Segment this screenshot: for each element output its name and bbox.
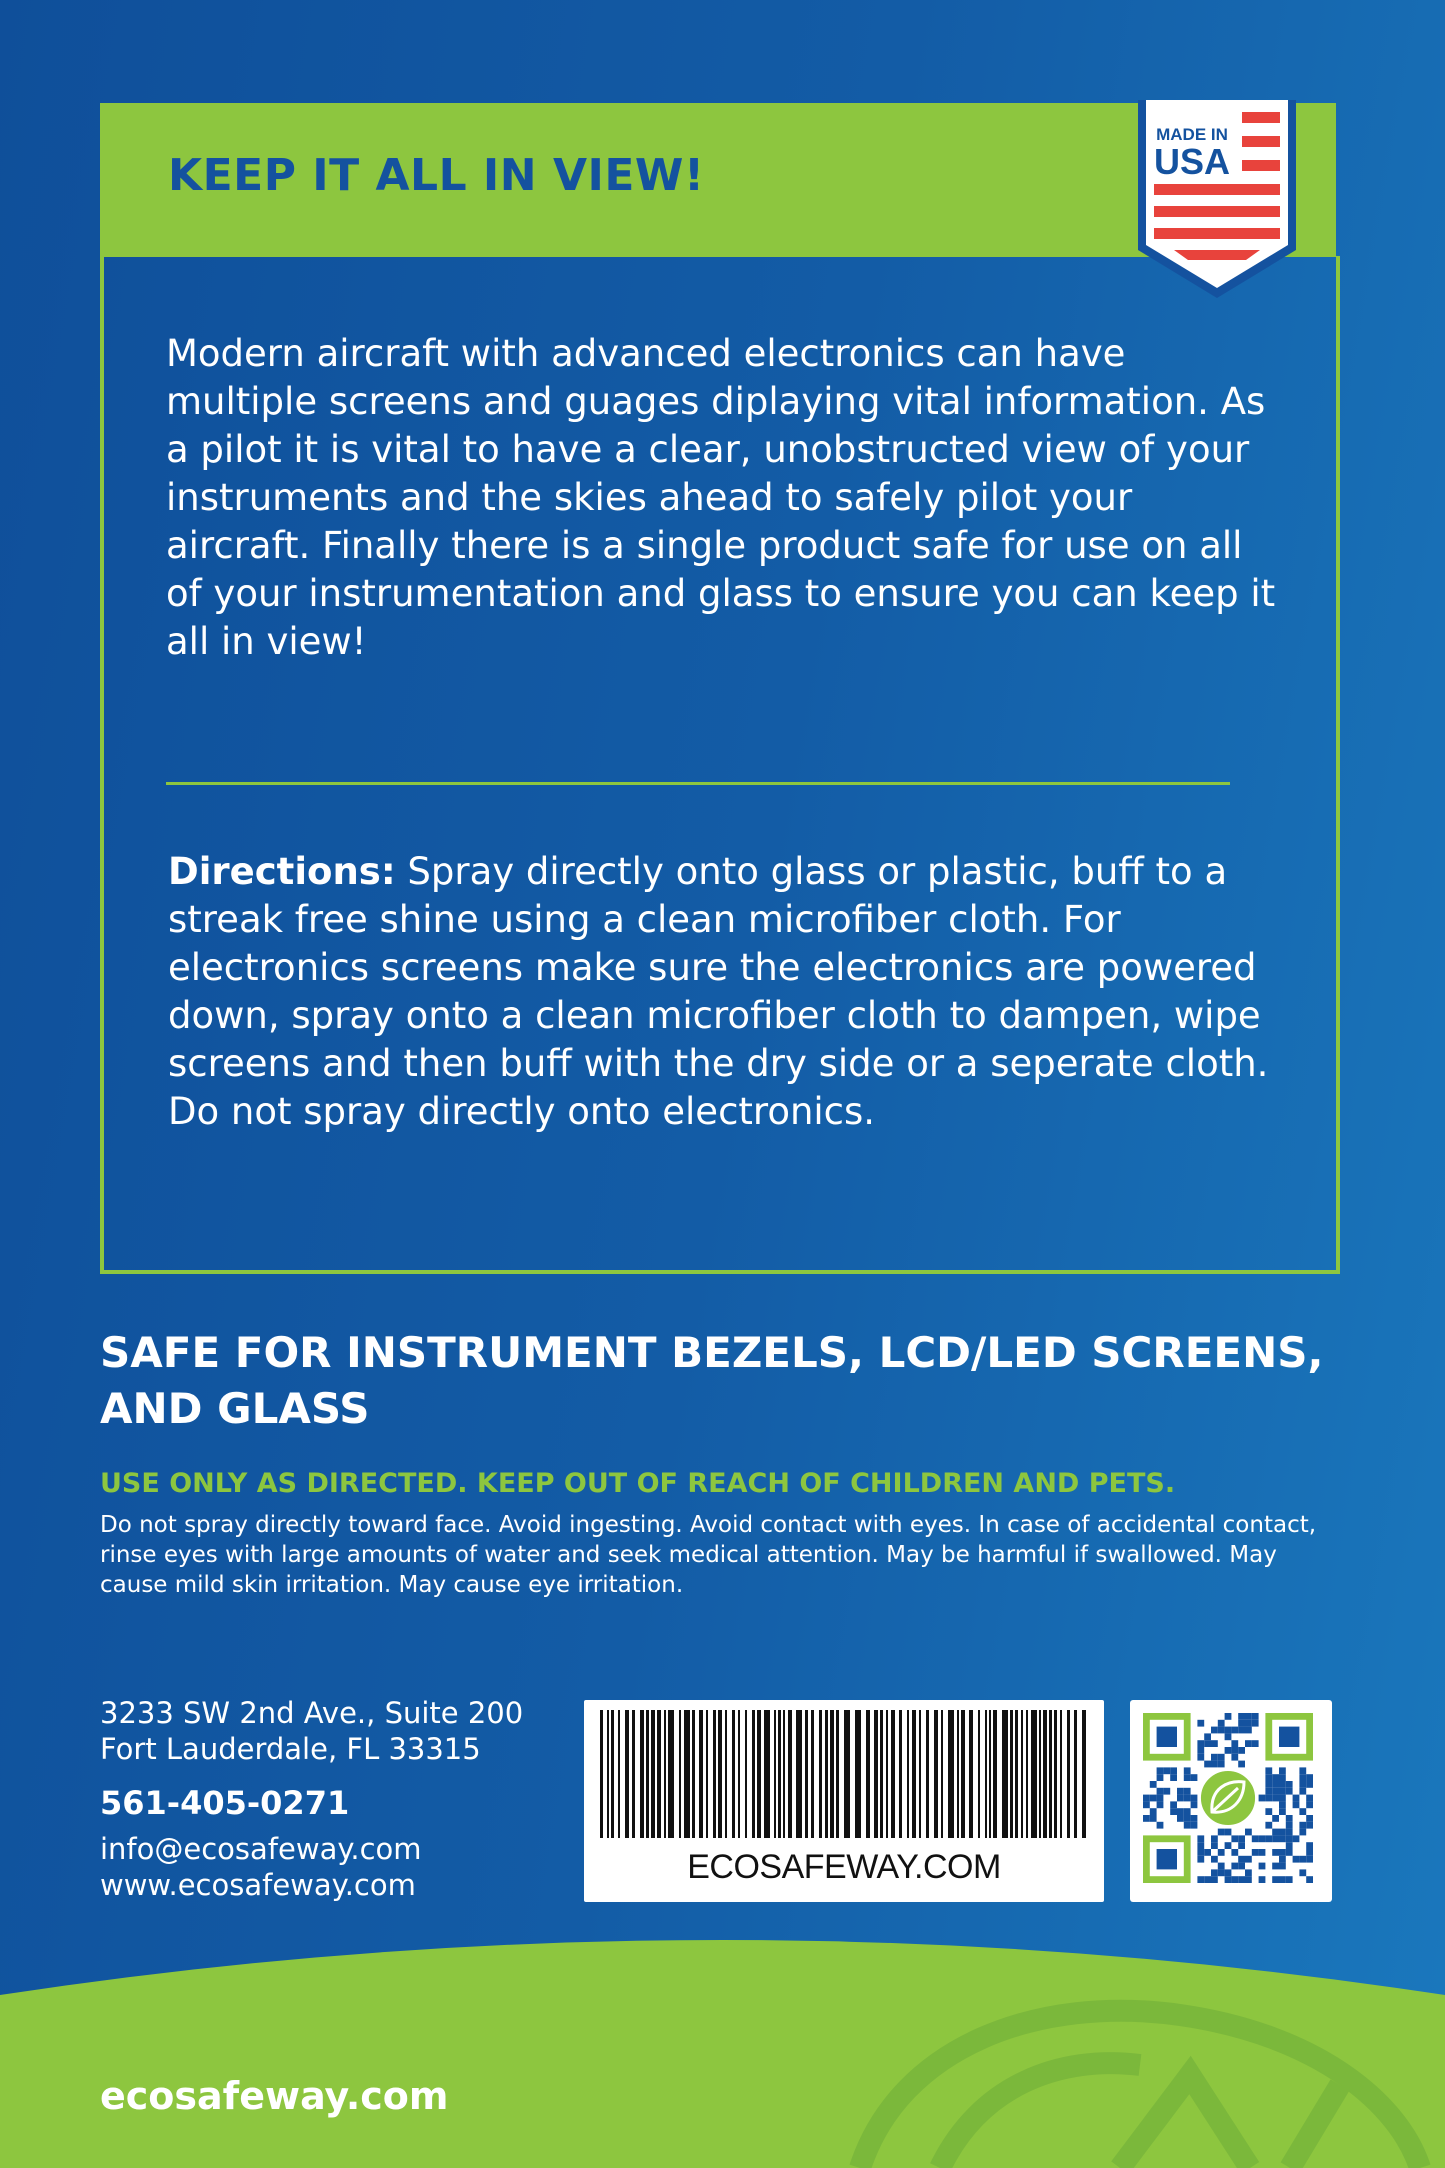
barcode-bar bbox=[899, 1710, 902, 1838]
qr-module bbox=[1204, 1733, 1211, 1740]
qr-module bbox=[1272, 1863, 1279, 1870]
qr-module bbox=[1231, 1747, 1238, 1754]
barcode-bar bbox=[1074, 1710, 1077, 1838]
qr-module bbox=[1157, 1801, 1164, 1808]
barcode-bar bbox=[985, 1710, 987, 1838]
qr-module bbox=[1204, 1740, 1211, 1747]
qr-module bbox=[1252, 1720, 1259, 1727]
qr-module bbox=[1211, 1869, 1218, 1876]
qr-module bbox=[1279, 1808, 1286, 1815]
qr-module bbox=[1150, 1795, 1157, 1802]
qr-module bbox=[1245, 1876, 1252, 1883]
qr-module bbox=[1286, 1835, 1293, 1842]
qr-module bbox=[1286, 1815, 1293, 1822]
qr-module bbox=[1272, 1849, 1279, 1856]
barcode-bar bbox=[713, 1710, 716, 1838]
qr-module bbox=[1211, 1754, 1218, 1761]
barcode-bar bbox=[805, 1710, 808, 1838]
qr-module bbox=[1157, 1767, 1164, 1774]
qr-module bbox=[1272, 1835, 1279, 1842]
qr-module bbox=[1293, 1801, 1300, 1808]
qr-module bbox=[1299, 1829, 1306, 1836]
qr-module bbox=[1238, 1835, 1245, 1842]
qr-module bbox=[1211, 1835, 1218, 1842]
badge-usa-label: USA bbox=[1153, 141, 1230, 182]
barcode-bar bbox=[796, 1710, 802, 1838]
qr-module bbox=[1265, 1774, 1272, 1781]
barcode-bar bbox=[618, 1710, 620, 1838]
website-address: www.ecosafeway.com bbox=[100, 1868, 416, 1902]
qr-module bbox=[1225, 1842, 1232, 1849]
qr-module bbox=[1143, 1815, 1150, 1822]
qr-module bbox=[1245, 1740, 1252, 1747]
qr-module bbox=[1306, 1842, 1313, 1849]
qr-module bbox=[1279, 1849, 1286, 1856]
qr-module bbox=[1306, 1781, 1313, 1788]
safe-for-heading: SAFE FOR INSTRUMENT BEZELS, LCD/LED SCREENS, AND GLASS bbox=[100, 1328, 1324, 1433]
qr-module bbox=[1306, 1849, 1313, 1856]
qr-module bbox=[1245, 1720, 1252, 1727]
qr-module bbox=[1170, 1808, 1177, 1815]
qr-module bbox=[1238, 1727, 1245, 1734]
qr-module bbox=[1170, 1774, 1177, 1781]
barcode-bar bbox=[819, 1710, 822, 1838]
barcode-bar bbox=[1082, 1710, 1086, 1838]
qr-module bbox=[1197, 1849, 1204, 1856]
qr-finder-center bbox=[1279, 1727, 1299, 1747]
barcode-bar bbox=[600, 1710, 603, 1838]
barcode-bar bbox=[926, 1710, 929, 1838]
email-address: info@ecosafeway.com bbox=[100, 1832, 422, 1866]
qr-module bbox=[1225, 1869, 1232, 1876]
qr-module bbox=[1211, 1740, 1218, 1747]
qr-module bbox=[1191, 1774, 1198, 1781]
warning-text: Do not spray directly toward face. Avoid ingesting. Avoid contact with eyes. In case of accidental contact, rinse eyes with large amounts of water and seek medical attention. May be harmful if swallowed. May cause mild skin irritation. May cause eye irritation. bbox=[100, 1512, 1317, 1598]
qr-module bbox=[1293, 1795, 1300, 1802]
qr-module bbox=[1197, 1720, 1204, 1727]
qr-module bbox=[1306, 1856, 1313, 1863]
qr-module bbox=[1238, 1761, 1245, 1768]
barcode-bar bbox=[1010, 1710, 1013, 1838]
barcode-bar bbox=[961, 1710, 965, 1838]
qr-module bbox=[1231, 1849, 1238, 1856]
qr-module bbox=[1225, 1713, 1232, 1720]
barcode-bar bbox=[855, 1710, 861, 1838]
barcode-bar bbox=[657, 1710, 661, 1838]
qr-module bbox=[1231, 1727, 1238, 1734]
qr-code-modules bbox=[1143, 1713, 1319, 1889]
barcode-bar bbox=[874, 1710, 878, 1838]
qr-module bbox=[1299, 1856, 1306, 1863]
barcode-bar bbox=[1015, 1710, 1018, 1838]
qr-module bbox=[1184, 1815, 1191, 1822]
barcode-bar bbox=[844, 1710, 850, 1838]
barcode-bar bbox=[957, 1710, 959, 1838]
qr-code bbox=[1130, 1700, 1332, 1902]
barcode-bar bbox=[907, 1710, 909, 1838]
barcode-bar bbox=[607, 1710, 609, 1838]
qr-module bbox=[1143, 1801, 1150, 1808]
barcode bbox=[584, 1700, 1104, 1902]
qr-module bbox=[1286, 1876, 1293, 1883]
qr-module bbox=[1177, 1788, 1184, 1795]
barcode-bar bbox=[745, 1710, 747, 1838]
barcode-bar bbox=[706, 1710, 708, 1838]
qr-finder-center bbox=[1157, 1727, 1177, 1747]
qr-module bbox=[1272, 1829, 1279, 1836]
qr-module bbox=[1163, 1788, 1170, 1795]
qr-module bbox=[1231, 1754, 1238, 1761]
qr-module bbox=[1204, 1849, 1211, 1856]
qr-module bbox=[1218, 1869, 1225, 1876]
barcode-bar bbox=[1043, 1710, 1047, 1838]
barcode-bar bbox=[886, 1710, 888, 1838]
qr-module bbox=[1225, 1733, 1232, 1740]
qr-module bbox=[1211, 1856, 1218, 1863]
qr-module bbox=[1245, 1713, 1252, 1720]
qr-module bbox=[1245, 1727, 1252, 1734]
barcode-bar bbox=[757, 1710, 761, 1838]
qr-module bbox=[1293, 1856, 1300, 1863]
qr-module bbox=[1265, 1795, 1272, 1802]
qr-module bbox=[1170, 1767, 1177, 1774]
qr-module bbox=[1177, 1808, 1184, 1815]
qr-module bbox=[1293, 1835, 1300, 1842]
barcode-bar bbox=[664, 1710, 666, 1838]
qr-module bbox=[1184, 1774, 1191, 1781]
qr-module bbox=[1177, 1815, 1184, 1822]
qr-module bbox=[1197, 1747, 1204, 1754]
qr-module bbox=[1238, 1713, 1245, 1720]
qr-module bbox=[1197, 1842, 1204, 1849]
qr-module bbox=[1299, 1822, 1306, 1829]
qr-module bbox=[1306, 1815, 1313, 1822]
qr-module bbox=[1184, 1795, 1191, 1802]
qr-module bbox=[1252, 1740, 1259, 1747]
barcode-label: ECOSAFEWAY.COM bbox=[687, 1848, 1001, 1886]
qr-module bbox=[1306, 1774, 1313, 1781]
qr-module bbox=[1231, 1835, 1238, 1842]
qr-module bbox=[1157, 1774, 1164, 1781]
qr-module bbox=[1191, 1795, 1198, 1802]
qr-module bbox=[1265, 1788, 1272, 1795]
qr-module bbox=[1184, 1767, 1191, 1774]
warning-title: USE ONLY AS DIRECTED. KEEP OUT OF REACH OF CHILDREN AND PETS. bbox=[100, 1468, 1176, 1499]
qr-module bbox=[1218, 1754, 1225, 1761]
qr-module bbox=[1272, 1795, 1279, 1802]
qr-module bbox=[1218, 1863, 1225, 1870]
barcode-bar bbox=[738, 1710, 740, 1838]
barcode-bar bbox=[912, 1710, 916, 1838]
qr-module bbox=[1150, 1808, 1157, 1815]
qr-module bbox=[1184, 1808, 1191, 1815]
barcode-bar bbox=[725, 1710, 727, 1838]
qr-module bbox=[1245, 1869, 1252, 1876]
barcode-bar bbox=[1054, 1710, 1057, 1838]
qr-module bbox=[1191, 1801, 1198, 1808]
qr-module bbox=[1279, 1863, 1286, 1870]
qr-module bbox=[1279, 1781, 1286, 1788]
qr-module bbox=[1299, 1808, 1306, 1815]
barcode-bar bbox=[1021, 1710, 1023, 1838]
qr-module bbox=[1204, 1761, 1211, 1768]
address-line-1: 3233 SW 2nd Ave., Suite 200 bbox=[100, 1696, 524, 1730]
barcode-bar bbox=[1031, 1710, 1037, 1838]
barcode-bar bbox=[948, 1710, 954, 1838]
qr-module bbox=[1286, 1849, 1293, 1856]
barcode-bar bbox=[1039, 1710, 1041, 1838]
qr-module bbox=[1157, 1795, 1164, 1802]
qr-module bbox=[1225, 1727, 1232, 1734]
qr-module bbox=[1184, 1822, 1191, 1829]
badge-made-in-label: MADE IN bbox=[1156, 125, 1228, 144]
footer-website: ecosafeway.com bbox=[100, 2074, 449, 2118]
barcode-bar bbox=[993, 1710, 997, 1838]
qr-module bbox=[1184, 1788, 1191, 1795]
qr-module bbox=[1286, 1781, 1293, 1788]
qr-module bbox=[1157, 1788, 1164, 1795]
headline: KEEP IT ALL IN VIEW! bbox=[168, 150, 705, 201]
directions-label: Directions: bbox=[168, 850, 396, 893]
barcode-bar bbox=[978, 1710, 980, 1838]
qr-module bbox=[1191, 1822, 1198, 1829]
qr-module bbox=[1286, 1788, 1293, 1795]
barcode-bar bbox=[836, 1710, 839, 1838]
qr-module bbox=[1218, 1829, 1225, 1836]
qr-module bbox=[1306, 1801, 1313, 1808]
barcode-bar bbox=[783, 1710, 785, 1838]
contact-block bbox=[100, 1695, 560, 1903]
qr-module bbox=[1170, 1801, 1177, 1808]
qr-module bbox=[1279, 1795, 1286, 1802]
qr-module bbox=[1272, 1876, 1279, 1883]
barcode-bar bbox=[774, 1710, 776, 1838]
qr-module bbox=[1211, 1761, 1218, 1768]
barcode-bar bbox=[668, 1710, 674, 1838]
qr-module bbox=[1197, 1835, 1204, 1842]
barcode-bar bbox=[788, 1710, 792, 1838]
qr-module bbox=[1299, 1869, 1306, 1876]
qr-module bbox=[1299, 1788, 1306, 1795]
qr-module bbox=[1197, 1856, 1204, 1863]
barcode-bar bbox=[632, 1710, 635, 1838]
qr-module bbox=[1204, 1876, 1211, 1883]
barcode-bar bbox=[919, 1710, 921, 1838]
barcode-bars bbox=[596, 1710, 1092, 1838]
barcode-bar bbox=[1002, 1710, 1008, 1838]
qr-module bbox=[1272, 1815, 1279, 1822]
barcode-bar bbox=[1067, 1710, 1070, 1838]
barcode-bar bbox=[825, 1710, 828, 1838]
qr-module bbox=[1225, 1876, 1232, 1883]
qr-module bbox=[1238, 1863, 1245, 1870]
qr-module bbox=[1211, 1727, 1218, 1734]
barcode-bar bbox=[651, 1710, 655, 1838]
qr-module bbox=[1299, 1781, 1306, 1788]
divider bbox=[166, 782, 1230, 785]
qr-module bbox=[1279, 1829, 1286, 1836]
barcode-bar bbox=[941, 1710, 943, 1838]
qr-module bbox=[1279, 1767, 1286, 1774]
qr-module bbox=[1286, 1829, 1293, 1836]
qr-module bbox=[1279, 1801, 1286, 1808]
qr-module bbox=[1218, 1720, 1225, 1727]
qr-module bbox=[1238, 1856, 1245, 1863]
qr-module bbox=[1225, 1829, 1232, 1836]
qr-module bbox=[1286, 1822, 1293, 1829]
qr-module bbox=[1279, 1774, 1286, 1781]
qr-module bbox=[1225, 1747, 1232, 1754]
qr-module bbox=[1259, 1849, 1266, 1856]
qr-module bbox=[1238, 1747, 1245, 1754]
qr-module bbox=[1231, 1876, 1238, 1883]
qr-module bbox=[1306, 1876, 1313, 1883]
qr-module bbox=[1150, 1781, 1157, 1788]
qr-module bbox=[1279, 1856, 1286, 1863]
qr-module bbox=[1197, 1754, 1204, 1761]
qr-module bbox=[1299, 1774, 1306, 1781]
barcode-bar bbox=[778, 1710, 781, 1838]
qr-module bbox=[1238, 1842, 1245, 1849]
barcode-bar bbox=[640, 1710, 644, 1838]
barcode-bar bbox=[625, 1710, 629, 1838]
qr-module bbox=[1272, 1774, 1279, 1781]
qr-module bbox=[1231, 1863, 1238, 1870]
qr-module bbox=[1265, 1781, 1272, 1788]
barcode-bar bbox=[989, 1710, 991, 1838]
qr-module bbox=[1252, 1713, 1259, 1720]
qr-module bbox=[1163, 1767, 1170, 1774]
barcode-bar bbox=[752, 1710, 755, 1838]
qr-module bbox=[1211, 1876, 1218, 1883]
qr-module bbox=[1197, 1876, 1204, 1883]
qr-module bbox=[1231, 1740, 1238, 1747]
qr-module bbox=[1259, 1876, 1266, 1883]
barcode-bar bbox=[684, 1710, 690, 1838]
barcode-bar bbox=[880, 1710, 883, 1838]
qr-module bbox=[1272, 1788, 1279, 1795]
barcode-bar bbox=[891, 1710, 895, 1838]
intro-paragraph: Modern aircraft with advanced electronics can have multiple screens and guages diplaying vital information. As a pilot it is vital to have a clear, unobstructed view of your instruments and the skies ahead to safely pilot your aircraft. Finally there is a single product safe for use on all of your instrumentation and glass to ensure you can keep it all in view! bbox=[166, 332, 1276, 663]
qr-module bbox=[1218, 1727, 1225, 1734]
directions-text: Spray directly onto glass or plastic, buff to a streak free shine using a clean microfiber cloth. For electronics screens make sure the electronics are powered down, spray onto a clean microfiber cloth to dampen, wipe screens and then buff with the dry side or a seperate cloth. Do not spray directly onto electronics. bbox=[168, 850, 1269, 1133]
qr-module bbox=[1197, 1740, 1204, 1747]
barcode-bar bbox=[732, 1710, 735, 1838]
qr-module bbox=[1143, 1795, 1150, 1802]
qr-module bbox=[1218, 1761, 1225, 1768]
barcode-bar bbox=[934, 1710, 938, 1838]
phone-number: 561-405-0271 bbox=[100, 1784, 350, 1822]
qr-module bbox=[1265, 1767, 1272, 1774]
barcode-bar bbox=[866, 1710, 870, 1838]
barcode-bar bbox=[1060, 1710, 1062, 1838]
qr-module bbox=[1218, 1849, 1225, 1856]
qr-module bbox=[1252, 1849, 1259, 1856]
footer-green-band bbox=[0, 1925, 1445, 2168]
barcode-bar bbox=[718, 1710, 722, 1838]
qr-module bbox=[1150, 1815, 1157, 1822]
qr-module bbox=[1259, 1835, 1266, 1842]
barcode-bar bbox=[692, 1710, 695, 1838]
qr-module bbox=[1286, 1842, 1293, 1849]
qr-module bbox=[1265, 1835, 1272, 1842]
directions-paragraph bbox=[168, 848, 1278, 1136]
qr-module bbox=[1252, 1835, 1259, 1842]
barcode-bar bbox=[699, 1710, 703, 1838]
qr-module bbox=[1259, 1795, 1266, 1802]
qr-module bbox=[1265, 1822, 1272, 1829]
qr-finder-center bbox=[1157, 1849, 1177, 1869]
qr-module bbox=[1265, 1808, 1272, 1815]
qr-module bbox=[1279, 1876, 1286, 1883]
qr-module bbox=[1238, 1876, 1245, 1883]
qr-module bbox=[1259, 1863, 1266, 1870]
barcode-bar bbox=[969, 1710, 973, 1838]
barcode-bar bbox=[679, 1710, 681, 1838]
qr-module bbox=[1279, 1835, 1286, 1842]
qr-module bbox=[1245, 1829, 1252, 1836]
barcode-bar bbox=[1049, 1710, 1052, 1838]
qr-module bbox=[1157, 1822, 1164, 1829]
qr-module bbox=[1238, 1720, 1245, 1727]
barcode-bar bbox=[611, 1710, 614, 1838]
address-line-2: Fort Lauderdale, FL 33315 bbox=[100, 1732, 481, 1766]
qr-module bbox=[1306, 1822, 1313, 1829]
barcode-bar bbox=[764, 1710, 770, 1838]
qr-module bbox=[1245, 1856, 1252, 1863]
qr-module bbox=[1211, 1842, 1218, 1849]
qr-module bbox=[1299, 1767, 1306, 1774]
qr-module bbox=[1279, 1788, 1286, 1795]
barcode-bar bbox=[1026, 1710, 1028, 1838]
qr-module bbox=[1191, 1815, 1198, 1822]
qr-module bbox=[1177, 1795, 1184, 1802]
barcode-bar bbox=[811, 1710, 814, 1838]
barcode-bar bbox=[646, 1710, 649, 1838]
qr-module bbox=[1272, 1781, 1279, 1788]
barcode-bar bbox=[830, 1710, 834, 1838]
qr-module bbox=[1306, 1795, 1313, 1802]
